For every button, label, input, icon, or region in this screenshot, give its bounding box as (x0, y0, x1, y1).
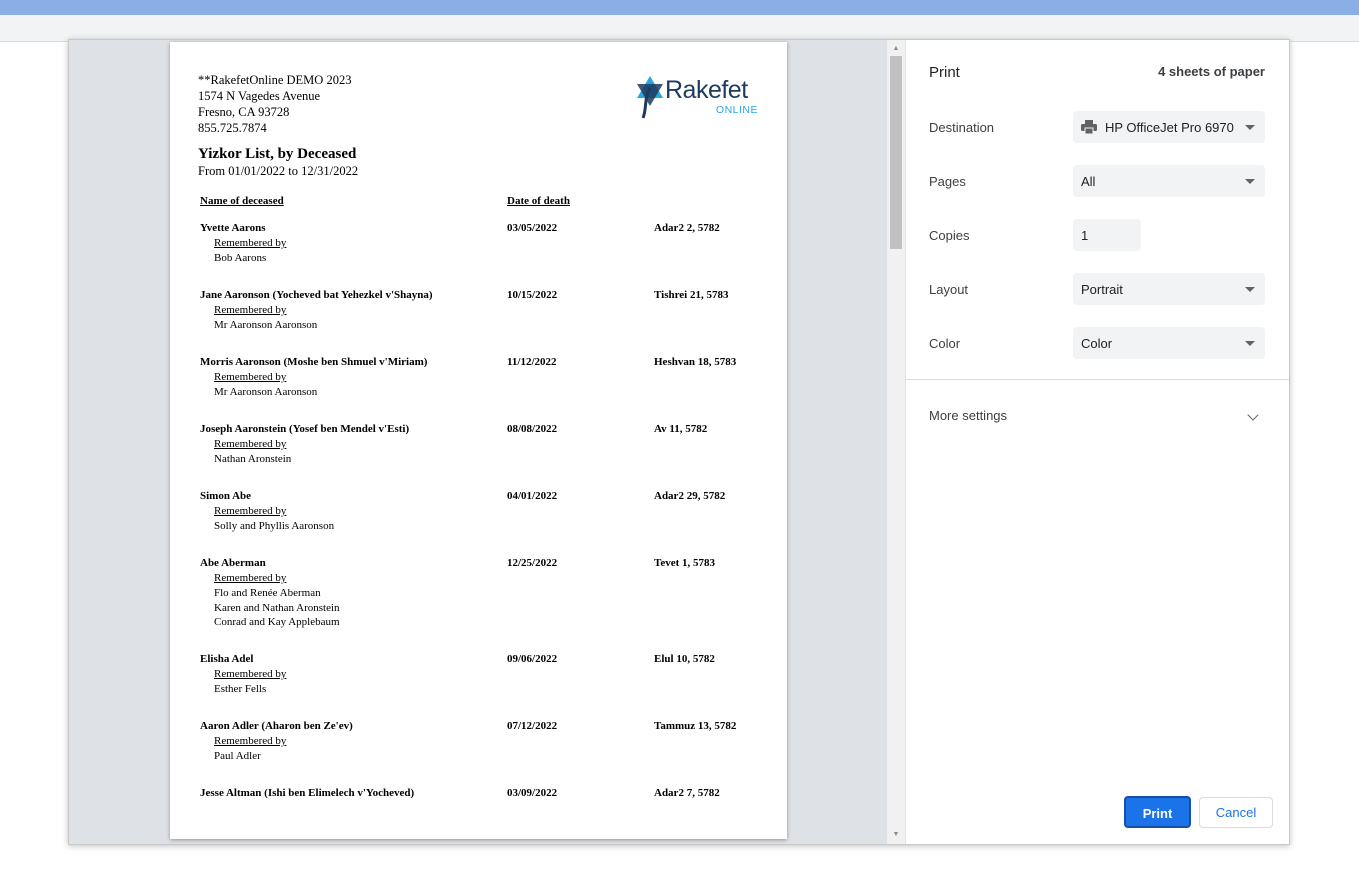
remembered-list (214, 749, 261, 764)
remembered-by-label: Remembered by (214, 371, 287, 383)
rememberer: Mr Aaronson Aaronson (214, 319, 318, 331)
rememberer: Mr Aaronson Aaronson (214, 386, 318, 398)
rememberer: Karen and Nathan Aronstein (214, 601, 340, 614)
scroll-up-arrow-icon[interactable]: ▲ (892, 45, 900, 52)
remembered-by-label: Remembered by (214, 505, 287, 517)
rememberer: Conrad and Kay Applebaum (214, 616, 340, 628)
layout-value: Portrait (1081, 282, 1123, 297)
deceased-name: Jane Aaronson (Yocheved bat Yehezkel v'Shayna) (200, 289, 433, 301)
remembered-by-label: Remembered by (214, 735, 287, 747)
browser-top-bar (0, 0, 1359, 15)
deceased-name: Abe Aberman (200, 557, 266, 569)
browser-toolbar (0, 15, 1359, 42)
settings-divider (905, 379, 1289, 380)
more-settings-toggle[interactable]: More settings (929, 408, 1008, 423)
rememberer: Paul Adler (214, 750, 261, 762)
remembered-list (214, 519, 334, 534)
pages-label: Pages (929, 174, 966, 189)
dropdown-arrow-icon (1245, 179, 1255, 184)
hebrew-date: Tevet 1, 5783 (654, 557, 716, 569)
remembered-by-label: Remembered by (214, 304, 287, 316)
rememberer: Bob Aarons (214, 252, 267, 264)
deceased-name: Jesse Altman (Ishi ben Elimelech v'Yocheved) (200, 787, 415, 799)
remembered-by-label: Remembered by (214, 668, 287, 680)
copies-label: Copies (929, 228, 970, 243)
deceased-name: Joseph Aaronstein (Yosef ben Mendel v'Esti) (200, 423, 410, 435)
logo-wordmark: Rakefet (665, 76, 748, 104)
print-dialog-title: Print (929, 64, 960, 81)
date-of-death: 04/01/2022 (507, 490, 558, 502)
date-of-death: 12/25/2022 (507, 557, 558, 569)
cancel-button[interactable]: Cancel (1199, 797, 1273, 828)
printer-icon (1081, 120, 1097, 134)
date-of-death: 10/15/2022 (507, 289, 558, 301)
remembered-list (214, 586, 340, 630)
hebrew-date: Tammuz 13, 5782 (654, 720, 737, 732)
copies-value: 1 (1081, 228, 1089, 243)
report-date-range: From 01/01/2022 to 12/31/2022 (198, 164, 359, 178)
dropdown-arrow-icon (1245, 341, 1255, 346)
org-line: Fresno, CA 93728 (198, 105, 290, 119)
dropdown-arrow-icon (1245, 287, 1255, 292)
date-of-death: 08/08/2022 (507, 423, 558, 435)
date-of-death: 03/09/2022 (507, 787, 558, 799)
print-preview-pane (69, 40, 906, 844)
org-line: 1574 N Vagedes Avenue (198, 89, 321, 103)
deceased-name: Elisha Adel (200, 653, 254, 665)
remembered-by-label: Remembered by (214, 572, 287, 584)
remembered-list (214, 682, 266, 697)
destination-label: Destination (929, 120, 995, 135)
destination-select[interactable] (1073, 111, 1265, 143)
color-label: Color (929, 336, 961, 351)
date-of-death: 07/12/2022 (507, 720, 558, 732)
color-select[interactable] (1073, 327, 1265, 359)
hebrew-date: Tishrei 21, 5783 (654, 289, 729, 301)
hebrew-date: Av 11, 5782 (654, 423, 708, 435)
star-of-david-logo-icon (635, 74, 665, 120)
remembered-list (214, 385, 317, 400)
deceased-name: Yvette Aarons (200, 222, 266, 234)
chevron-down-icon[interactable] (1247, 409, 1258, 420)
org-address-block (198, 72, 351, 136)
rakefet-logo (635, 74, 760, 120)
scroll-down-arrow-icon[interactable]: ▼ (892, 831, 900, 838)
layout-label: Layout (929, 282, 969, 297)
layout-select[interactable] (1073, 273, 1265, 305)
hebrew-date: Adar2 29, 5782 (654, 490, 726, 502)
dropdown-arrow-icon (1245, 125, 1255, 130)
org-line: **RakefetOnline DEMO 2023 (198, 73, 352, 87)
hebrew-date: Adar2 7, 5782 (654, 787, 720, 799)
print-settings-panel (905, 40, 1289, 844)
org-line: 855.725.7874 (198, 121, 267, 135)
sheet-count: 4 sheets of paper (1158, 64, 1265, 79)
pages-select[interactable] (1073, 165, 1265, 197)
date-of-death: 03/05/2022 (507, 222, 558, 234)
deceased-name: Morris Aaronson (Moshe ben Shmuel v'Miriam) (200, 356, 428, 368)
remembered-by-label: Remembered by (214, 237, 287, 249)
column-header-date: Date of death (507, 195, 570, 207)
hebrew-date: Elul 10, 5782 (654, 653, 715, 665)
hebrew-date: Heshvan 18, 5783 (654, 356, 737, 368)
logo-subtitle: ONLINE (715, 104, 758, 116)
hebrew-date: Adar2 2, 5782 (654, 222, 720, 234)
remembered-by-label: Remembered by (214, 438, 287, 450)
scroll-thumb[interactable] (890, 56, 902, 249)
pages-value: All (1081, 174, 1096, 189)
date-of-death: 09/06/2022 (507, 653, 558, 665)
deceased-name: Simon Abe (200, 490, 252, 502)
print-dialog (68, 39, 1290, 845)
remembered-list (214, 318, 317, 333)
report-title: Yizkor List, by Deceased (198, 146, 357, 162)
column-header-name: Name of deceased (200, 195, 284, 207)
rememberer: Solly and Phyllis Aaronson (214, 520, 335, 532)
color-value: Color (1081, 336, 1113, 351)
remembered-list (214, 452, 291, 467)
print-button[interactable]: Print (1124, 796, 1191, 828)
destination-value: HP OfficeJet Pro 6970 (1105, 120, 1234, 135)
date-of-death: 11/12/2022 (507, 356, 557, 368)
preview-page (170, 42, 787, 839)
deceased-name: Aaron Adler (Aharon ben Ze'ev) (200, 720, 353, 732)
rememberer: Esther Fells (214, 683, 267, 695)
copies-input[interactable] (1073, 219, 1141, 251)
rememberer: Nathan Aronstein (214, 453, 292, 465)
preview-scrollbar[interactable] (887, 40, 905, 844)
remembered-list (214, 251, 266, 266)
rememberer: Flo and Renée Aberman (214, 587, 321, 599)
